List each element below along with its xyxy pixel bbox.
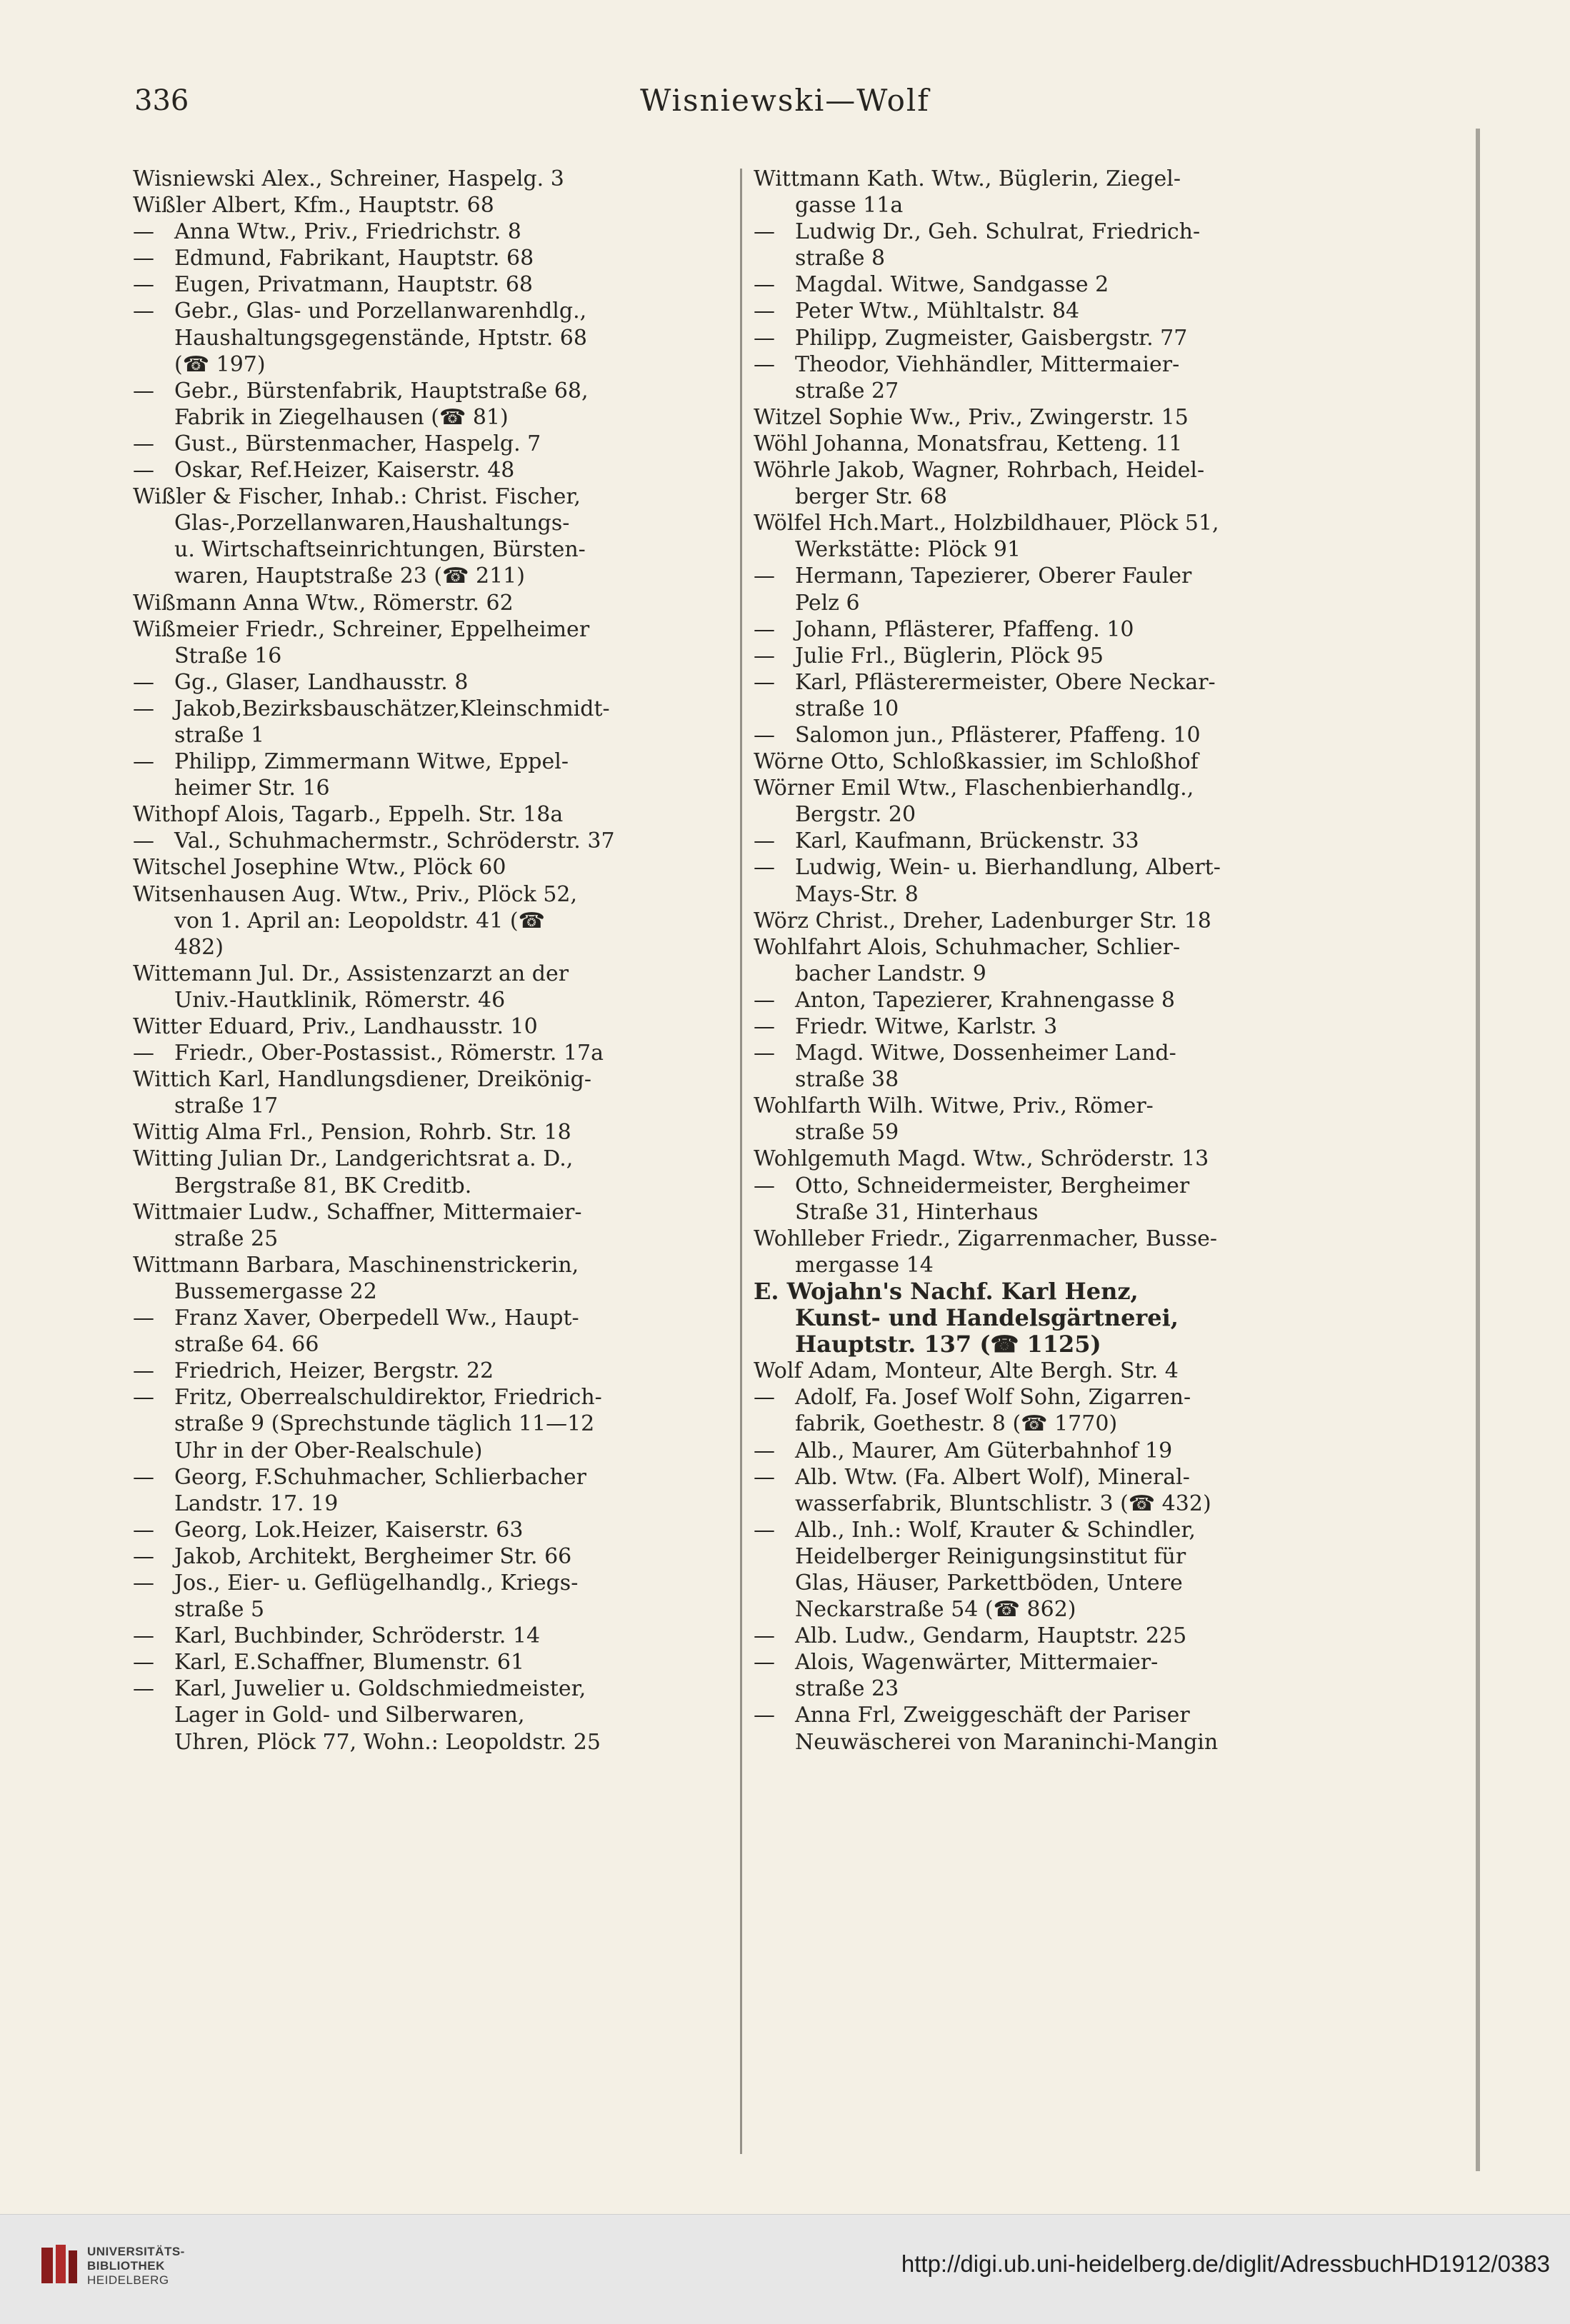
directory-line: — Gg., Glaser, Landhausstr. 8 — [133, 669, 726, 696]
directory-line: straße 38 — [795, 1067, 899, 1093]
directory-line: Hauptstr. 137 (☎ 1125) — [795, 1331, 1101, 1358]
directory-line: Univ.-Hautklinik, Römerstr. 46 — [174, 987, 506, 1013]
directory-line: Pelz 6 — [795, 590, 860, 616]
directory-line: — Jakob, Architekt, Bergheimer Str. 66 — [133, 1543, 726, 1570]
directory-line: Witting Julian Dr., Landgerichtsrat a. D., — [133, 1146, 574, 1172]
directory-line: Heidelberger Reinigungsinstitut für — [795, 1543, 1186, 1569]
directory-line: straße 17 — [174, 1093, 279, 1119]
directory-line: heimer Str. 16 — [174, 776, 330, 801]
source-url-link[interactable]: http://digi.ub.uni-heidelberg.de/diglit/AdressbuchHD1912/0383 — [901, 2250, 1550, 2277]
directory-line: — Oskar, Ref.Heizer, Kaiserstr. 48 — [133, 457, 726, 484]
directory-line: Glas-,Porzellanwaren,Haushaltungs- — [174, 511, 570, 536]
directory-line: Lager in Gold- und Silberwaren, — [174, 1703, 525, 1728]
directory-line: — Alb., Maurer, Am Güterbahnhof 19 — [754, 1438, 1346, 1464]
directory-line: — Julie Frl., Büglerin, Plöck 95 — [754, 643, 1346, 669]
logo-line-3: HEIDELBERG — [87, 2273, 169, 2287]
directory-line: straße 8 — [795, 246, 886, 271]
directory-line: Witschel Josephine Wtw., Plöck 60 — [133, 855, 506, 881]
directory-line: straße 59 — [795, 1120, 899, 1146]
directory-line: — Gust., Bürstenmacher, Haspelg. 7 — [133, 431, 726, 457]
directory-line: Uhr in der Ober-Realschule) — [174, 1438, 483, 1463]
directory-line: straße 27 — [795, 378, 899, 404]
directory-line: Witsenhausen Aug. Wtw., Priv., Plöck 52, — [133, 881, 578, 907]
directory-line: von 1. April an: Leopoldstr. 41 (☎ — [174, 908, 545, 933]
directory-line: Wohlfahrt Alois, Schuhmacher, Schlier- — [754, 934, 1181, 960]
directory-line: Witzel Sophie Ww., Priv., Zwingerstr. 15 — [754, 404, 1189, 430]
column-divider — [740, 169, 742, 2154]
directory-line: Wohlfarth Wilh. Witwe, Priv., Römer- — [754, 1093, 1154, 1119]
directory-line: Wittmaier Ludw., Schaffner, Mittermaier- — [133, 1199, 582, 1225]
directory-line: Wörne Otto, Schloßkassier, im Schloßhof — [754, 749, 1199, 775]
directory-line: — Friedrich, Heizer, Bergstr. 22 — [133, 1358, 726, 1384]
directory-line: Haushaltungsgegenstände, Hptstr. 68 — [174, 325, 587, 351]
directory-line: Wölfel Hch.Mart., Holzbildhauer, Plöck 51, — [754, 511, 1219, 536]
directory-line: (☎ 197) — [174, 351, 266, 377]
directory-line: — Hermann, Tapezierer, Oberer Fauler — [754, 563, 1346, 589]
directory-line: — Johann, Pflästerer, Pfaffeng. 10 — [754, 616, 1346, 643]
directory-line: Bergstraße 81, BK Creditb. — [174, 1173, 472, 1198]
directory-line: Fabrik in Ziegelhausen (☎ 81) — [174, 404, 509, 430]
library-logo-text — [87, 2245, 185, 2288]
directory-line: — Eugen, Privatmann, Hauptstr. 68 — [133, 271, 726, 298]
directory-line: wasserfabrik, Bluntschlistr. 3 (☎ 432) — [795, 1491, 1211, 1516]
directory-line: Wöhrle Jakob, Wagner, Rohrbach, Heidel- — [754, 458, 1205, 484]
directory-line: Wörner Emil Wtw., Flaschenbierhandlg., — [754, 776, 1194, 801]
directory-line: — Edmund, Fabrikant, Hauptstr. 68 — [133, 245, 726, 271]
directory-line: — Otto, Schneidermeister, Bergheimer — [754, 1173, 1346, 1199]
directory-line: — Val., Schuhmachermstr., Schröderstr. 37 — [133, 828, 726, 854]
directory-line: Wißler & Fischer, Inhab.: Christ. Fischer, — [133, 484, 581, 510]
directory-line: — Fritz, Oberrealschuldirektor, Friedrich- — [133, 1384, 726, 1411]
directory-line: Kunst- und Handelsgärtnerei, — [795, 1305, 1179, 1332]
directory-line: — Peter Wtw., Mühltalstr. 84 — [754, 298, 1346, 324]
directory-line: — Ludwig Dr., Geh. Schulrat, Friedrich- — [754, 219, 1346, 245]
directory-line: Neckarstraße 54 (☎ 862) — [795, 1597, 1076, 1623]
directory-line: 482) — [174, 934, 224, 960]
directory-line: Wörz Christ., Dreher, Ladenburger Str. 18 — [754, 908, 1211, 933]
directory-line: straße 25 — [174, 1226, 279, 1251]
directory-line: gasse 11a — [795, 193, 904, 219]
directory-line: — Georg, Lok.Heizer, Kaiserstr. 63 — [133, 1517, 726, 1543]
directory-line: Wißmeier Friedr., Schreiner, Eppelheimer — [133, 616, 590, 642]
directory-line: — Anna Wtw., Priv., Friedrichstr. 8 — [133, 219, 726, 245]
directory-line: Wißler Albert, Kfm., Hauptstr. 68 — [133, 193, 494, 219]
directory-line: Wohlgemuth Magd. Wtw., Schröderstr. 13 — [754, 1146, 1209, 1172]
directory-line: — Karl, Buchbinder, Schröderstr. 14 — [133, 1623, 726, 1649]
directory-line: Witter Eduard, Priv., Landhausstr. 10 — [133, 1014, 538, 1039]
page-number: 336 — [134, 84, 189, 117]
directory-line: Wohlleber Friedr., Zigarrenmacher, Busse- — [754, 1226, 1217, 1251]
directory-line: — Jos., Eier- u. Geflügelhandlg., Kriegs- — [133, 1570, 726, 1596]
directory-line: Neuwäscherei von Maraninchi-Mangin — [795, 1729, 1219, 1755]
directory-line: Withopf Alois, Tagarb., Eppelh. Str. 18a — [133, 802, 564, 828]
directory-line: u. Wirtschaftseinrichtungen, Bürsten- — [174, 537, 586, 563]
page-edge-line — [1476, 129, 1480, 2171]
viewer-footer — [0, 2214, 1570, 2324]
directory-line: bacher Landstr. 9 — [795, 961, 986, 986]
directory-line: Wittemann Jul. Dr., Assistenzarzt an der — [133, 961, 569, 986]
directory-line: — Adolf, Fa. Josef Wolf Sohn, Zigarren- — [754, 1384, 1346, 1411]
directory-line: — Alois, Wagenwärter, Mittermaier- — [754, 1649, 1346, 1676]
directory-line: E. Wojahn's Nachf. Karl Henz, — [754, 1278, 1139, 1305]
right-column — [754, 166, 1346, 1755]
directory-line: Wittmann Kath. Wtw., Büglerin, Ziegel- — [754, 166, 1181, 191]
directory-line: straße 1 — [174, 722, 265, 748]
directory-line: Uhren, Plöck 77, Wohn.: Leopoldstr. 25 — [174, 1729, 601, 1755]
directory-line: fabrik, Goethestr. 8 (☎ 1770) — [795, 1411, 1118, 1437]
directory-line: — Theodor, Viehhändler, Mittermaier- — [754, 351, 1346, 378]
directory-line: — Magd. Witwe, Dossenheimer Land- — [754, 1040, 1346, 1066]
logo-line-2: BIBLIOTHEK — [87, 2259, 165, 2273]
directory-line: — Anton, Tapezierer, Krahnengasse 8 — [754, 987, 1346, 1013]
directory-line: berger Str. 68 — [795, 484, 948, 510]
directory-line: — Philipp, Zugmeister, Gaisbergstr. 77 — [754, 325, 1346, 351]
directory-line: straße 9 (Sprechstunde täglich 11—12 — [174, 1411, 595, 1437]
directory-line: — Alb. Ludw., Gendarm, Hauptstr. 225 — [754, 1623, 1346, 1649]
directory-line: Glas, Häuser, Parkettböden, Untere — [795, 1570, 1183, 1596]
directory-line: — Franz Xaver, Oberpedell Ww., Haupt- — [133, 1305, 726, 1331]
directory-line: — Karl, Pflästerermeister, Obere Neckar- — [754, 669, 1346, 696]
directory-line: — Friedr., Ober-Postassist., Römerstr. 17a — [133, 1040, 726, 1066]
directory-line: Mays-Str. 8 — [795, 881, 919, 907]
directory-line: — Anna Frl, Zweiggeschäft der Pariser — [754, 1702, 1346, 1728]
directory-line: — Georg, F.Schuhmacher, Schlierbacher — [133, 1464, 726, 1491]
left-column — [133, 166, 726, 1755]
directory-line: — Gebr., Glas- und Porzellanwarenhdlg., — [133, 298, 726, 324]
directory-line: — Philipp, Zimmermann Witwe, Eppel- — [133, 748, 726, 775]
directory-line: — Karl, Kaufmann, Brückenstr. 33 — [754, 828, 1346, 854]
directory-line: — Alb., Inh.: Wolf, Krauter & Schindler, — [754, 1517, 1346, 1543]
directory-line: Wittig Alma Frl., Pension, Rohrb. Str. 18 — [133, 1120, 571, 1146]
directory-line: Wittmann Barbara, Maschinenstrickerin, — [133, 1252, 579, 1278]
directory-line: straße 10 — [795, 696, 899, 721]
directory-line: Wolf Adam, Monteur, Alte Bergh. Str. 4 — [754, 1358, 1179, 1384]
directory-line: Bussemergasse 22 — [174, 1278, 377, 1304]
running-head: Wisniewski—Wolf — [640, 83, 930, 118]
directory-line: mergasse 14 — [795, 1252, 934, 1278]
directory-line: — Karl, E.Schaffner, Blumenstr. 61 — [133, 1649, 726, 1676]
directory-line: Werkstätte: Plöck 91 — [795, 537, 1021, 563]
directory-line: straße 64. 66 — [174, 1332, 319, 1358]
directory-line: straße 23 — [795, 1676, 899, 1702]
directory-line: Wißmann Anna Wtw., Römerstr. 62 — [133, 590, 514, 616]
directory-line: — Gebr., Bürstenfabrik, Hauptstraße 68, — [133, 378, 726, 404]
directory-line: — Salomon jun., Pflästerer, Pfaffeng. 10 — [754, 722, 1346, 748]
directory-line: Bergstr. 20 — [795, 802, 916, 828]
logo-line-1: UNIVERSITÄTS- — [87, 2245, 185, 2258]
directory-line: waren, Hauptstraße 23 (☎ 211) — [174, 564, 525, 589]
directory-line: Wöhl Johanna, Monatsfrau, Ketteng. 11 — [754, 431, 1183, 456]
directory-line: — Ludwig, Wein- u. Bierhandlung, Albert- — [754, 854, 1346, 881]
directory-line: Wittich Karl, Handlungsdiener, Dreikönig- — [133, 1067, 591, 1093]
directory-line: — Friedr. Witwe, Karlstr. 3 — [754, 1013, 1346, 1040]
directory-line: Straße 16 — [174, 643, 282, 668]
directory-line: Landstr. 17. 19 — [174, 1491, 339, 1516]
directory-line: — Magdal. Witwe, Sandgasse 2 — [754, 271, 1346, 298]
directory-line: — Alb. Wtw. (Fa. Albert Wolf), Mineral- — [754, 1464, 1346, 1491]
directory-line: — Karl, Juwelier u. Goldschmiedmeister, — [133, 1676, 726, 1702]
directory-line: — Jakob,Bezirksbauschätzer,Kleinschmidt- — [133, 696, 726, 722]
directory-line: Straße 31, Hinterhaus — [795, 1199, 1039, 1225]
directory-line: Wisniewski Alex., Schreiner, Haspelg. 3 — [133, 166, 564, 191]
directory-line: straße 5 — [174, 1597, 265, 1623]
library-logo-icon — [40, 2243, 79, 2286]
